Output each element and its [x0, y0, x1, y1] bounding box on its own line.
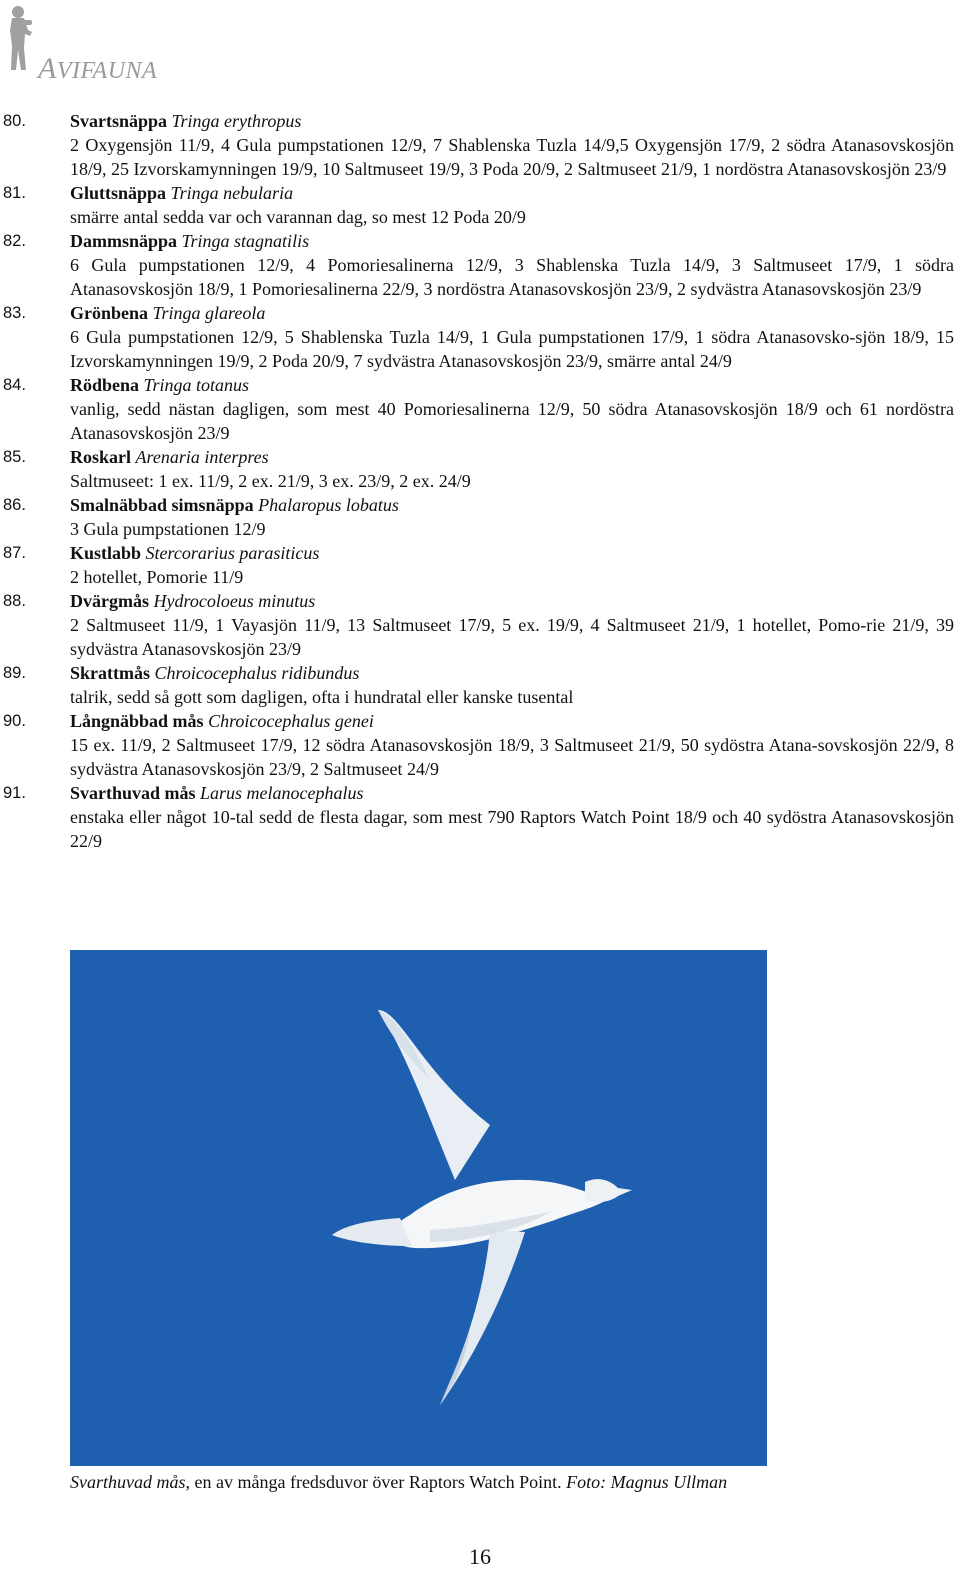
caption-credit: Foto: Magnus Ullman [566, 1472, 728, 1492]
entry-observations: talrik, sedd så gott som dagligen, ofta i hundratal eller kanske tusental [70, 687, 574, 707]
avifauna-logo [6, 4, 186, 85]
gull-photo [70, 950, 767, 1466]
entry-number: 80. [3, 112, 26, 130]
entry-heading [70, 229, 954, 253]
page-number: 16 [469, 1544, 491, 1569]
entry-heading [70, 493, 954, 517]
photo-caption [70, 1470, 727, 1494]
latin-name: Chroicocephalus genei [208, 711, 374, 731]
entry-observations: smärre antal sedda var och varannan dag, so mest 12 Poda 20/9 [70, 207, 526, 227]
latin-name: Hydrocoloeus minutus [153, 591, 316, 611]
common-name: Svarthuvad mås [70, 783, 196, 803]
species-entry [0, 781, 960, 853]
entry-number: 86. [3, 496, 26, 514]
entry-number: 82. [3, 232, 26, 250]
entry-observations: 15 ex. 11/9, 2 Saltmuseet 17/9, 12 södra Atanasovskosjön 18/9, 3 Saltmuseet 21/9, 50 sydöstra Atana-sovskosjön 22/9, 8 sydvästra Atanasovskosjön 23/9, 2 Saltmuseet 24/9 [70, 735, 954, 779]
latin-name: Arenaria interpres [135, 447, 269, 467]
entry-heading [70, 109, 954, 133]
caption-text: , en av många fredsduvor över Raptors Watch Point. [185, 1472, 567, 1492]
species-entry [0, 109, 960, 181]
common-name: Svartsnäppa [70, 111, 168, 131]
species-entry [0, 661, 960, 709]
entry-heading [70, 541, 954, 565]
entry-number: 90. [3, 712, 26, 730]
entry-number: 89. [3, 664, 26, 682]
entry-heading [70, 589, 954, 613]
entry-number: 85. [3, 448, 26, 466]
entry-observations: 2 Saltmuseet 11/9, 1 Vayasjön 11/9, 13 Saltmuseet 17/9, 5 ex. 19/9, 4 Saltmuseet 21/9, 1 hotellet, Pomo-rie 21/9, 39 sydvästra Atanasovskosjön 23/9 [70, 615, 954, 659]
common-name: Roskarl [70, 447, 132, 467]
common-name: Gluttsnäppa [70, 183, 167, 203]
entry-number: 83. [3, 304, 26, 322]
entry-heading [70, 301, 954, 325]
common-name: Kustlabb [70, 543, 142, 563]
species-entry [0, 301, 960, 373]
gull-in-flight-icon [70, 950, 767, 1466]
entry-heading [70, 661, 954, 685]
entry-observations: 2 hotellet, Pomorie 11/9 [70, 567, 244, 587]
latin-name: Tringa totanus [143, 375, 250, 395]
entry-heading [70, 181, 954, 205]
common-name: Grönbena [70, 303, 149, 323]
species-entry [0, 493, 960, 541]
caption-species: Svarthuvad mås [70, 1472, 186, 1492]
latin-name: Tringa stagnatilis [181, 231, 310, 251]
species-entry [0, 445, 960, 493]
species-entry [0, 541, 960, 589]
latin-name: Tringa nebularia [170, 183, 294, 203]
entry-observations: 3 Gula pumpstationen 12/9 [70, 519, 266, 539]
species-entry [0, 589, 960, 661]
species-entry [0, 373, 960, 445]
common-name: Rödbena [70, 375, 140, 395]
entry-number: 81. [3, 184, 26, 202]
entry-observations: vanlig, sedd nästan dagligen, som mest 40 Pomoriesalinerna 12/9, 50 södra Atanasovskosjön 18/9 och 61 nordöstra Atanasovskosjön 23/9 [70, 399, 954, 443]
latin-name: Stercorarius parasiticus [145, 543, 320, 563]
species-entry [0, 181, 960, 229]
species-entry [0, 229, 960, 301]
latin-name: Tringa erythropus [171, 111, 302, 131]
latin-name: Tringa glareola [152, 303, 266, 323]
entry-heading [70, 373, 954, 397]
entry-observations: enstaka eller något 10-tal sedd de flesta dagar, som mest 790 Raptors Watch Point 18/9 och 40 sydöstra Atanasovskosjön 22/9 [70, 807, 954, 851]
common-name: Dammsnäppa [70, 231, 178, 251]
entry-observations: Saltmuseet: 1 ex. 11/9, 2 ex. 21/9, 3 ex. 23/9, 2 ex. 24/9 [70, 471, 471, 491]
common-name: Smalnäbbad simsnäppa [70, 495, 254, 515]
species-list [0, 109, 960, 853]
entry-number: 84. [3, 376, 26, 394]
species-entry [0, 709, 960, 781]
entry-number: 91. [3, 784, 26, 802]
entry-number: 88. [3, 592, 26, 610]
entry-observations: 2 Oxygensjön 11/9, 4 Gula pumpstationen 12/9, 7 Shablenska Tuzla 14/9,5 Oxygensjön 17/9, 2 södra Atanasovskosjön 18/9, 25 Izvorskamynningen 19/9, 10 Saltmuseet 19/9, 3 Poda 20/9, 2 Saltmuseet 21/9, 1 nordöstra Atanasovskosjön 23/9 [70, 135, 954, 179]
common-name: Långnäbbad mås [70, 711, 204, 731]
entry-observations: 6 Gula pumpstationen 12/9, 4 Pomoriesalinerna 12/9, 3 Shablenska Tuzla 14/9, 3 Saltmuseet 17/9, 1 södra Atanasovskosjön 18/9, 1 Pomoriesalinerna 22/9, 3 nordöstra Atanasovskosjön 23/9, 2 sydvästra Atanasovskosjön 23/9 [70, 255, 954, 299]
common-name: Skrattmås [70, 663, 150, 683]
latin-name: Chroicocephalus ridibundus [154, 663, 360, 683]
latin-name: Phalaropus lobatus [258, 495, 399, 515]
entry-heading [70, 709, 954, 733]
entry-observations: 6 Gula pumpstationen 12/9, 5 Shablenska Tuzla 14/9, 1 Gula pumpstationen 17/9, 1 södra Atanasovsko-sjön 18/9, 15 Izvorskamynningen 19/9, 2 Poda 20/9, 7 sydvästra Atanasovskosjön 23/9, smärre antal 24/9 [70, 327, 954, 371]
latin-name: Larus melanocephalus [200, 783, 364, 803]
logo-text: AVIFAUNA [38, 52, 158, 85]
entry-heading [70, 781, 954, 805]
entry-number: 87. [3, 544, 26, 562]
common-name: Dvärgmås [70, 591, 149, 611]
entry-heading [70, 445, 954, 469]
